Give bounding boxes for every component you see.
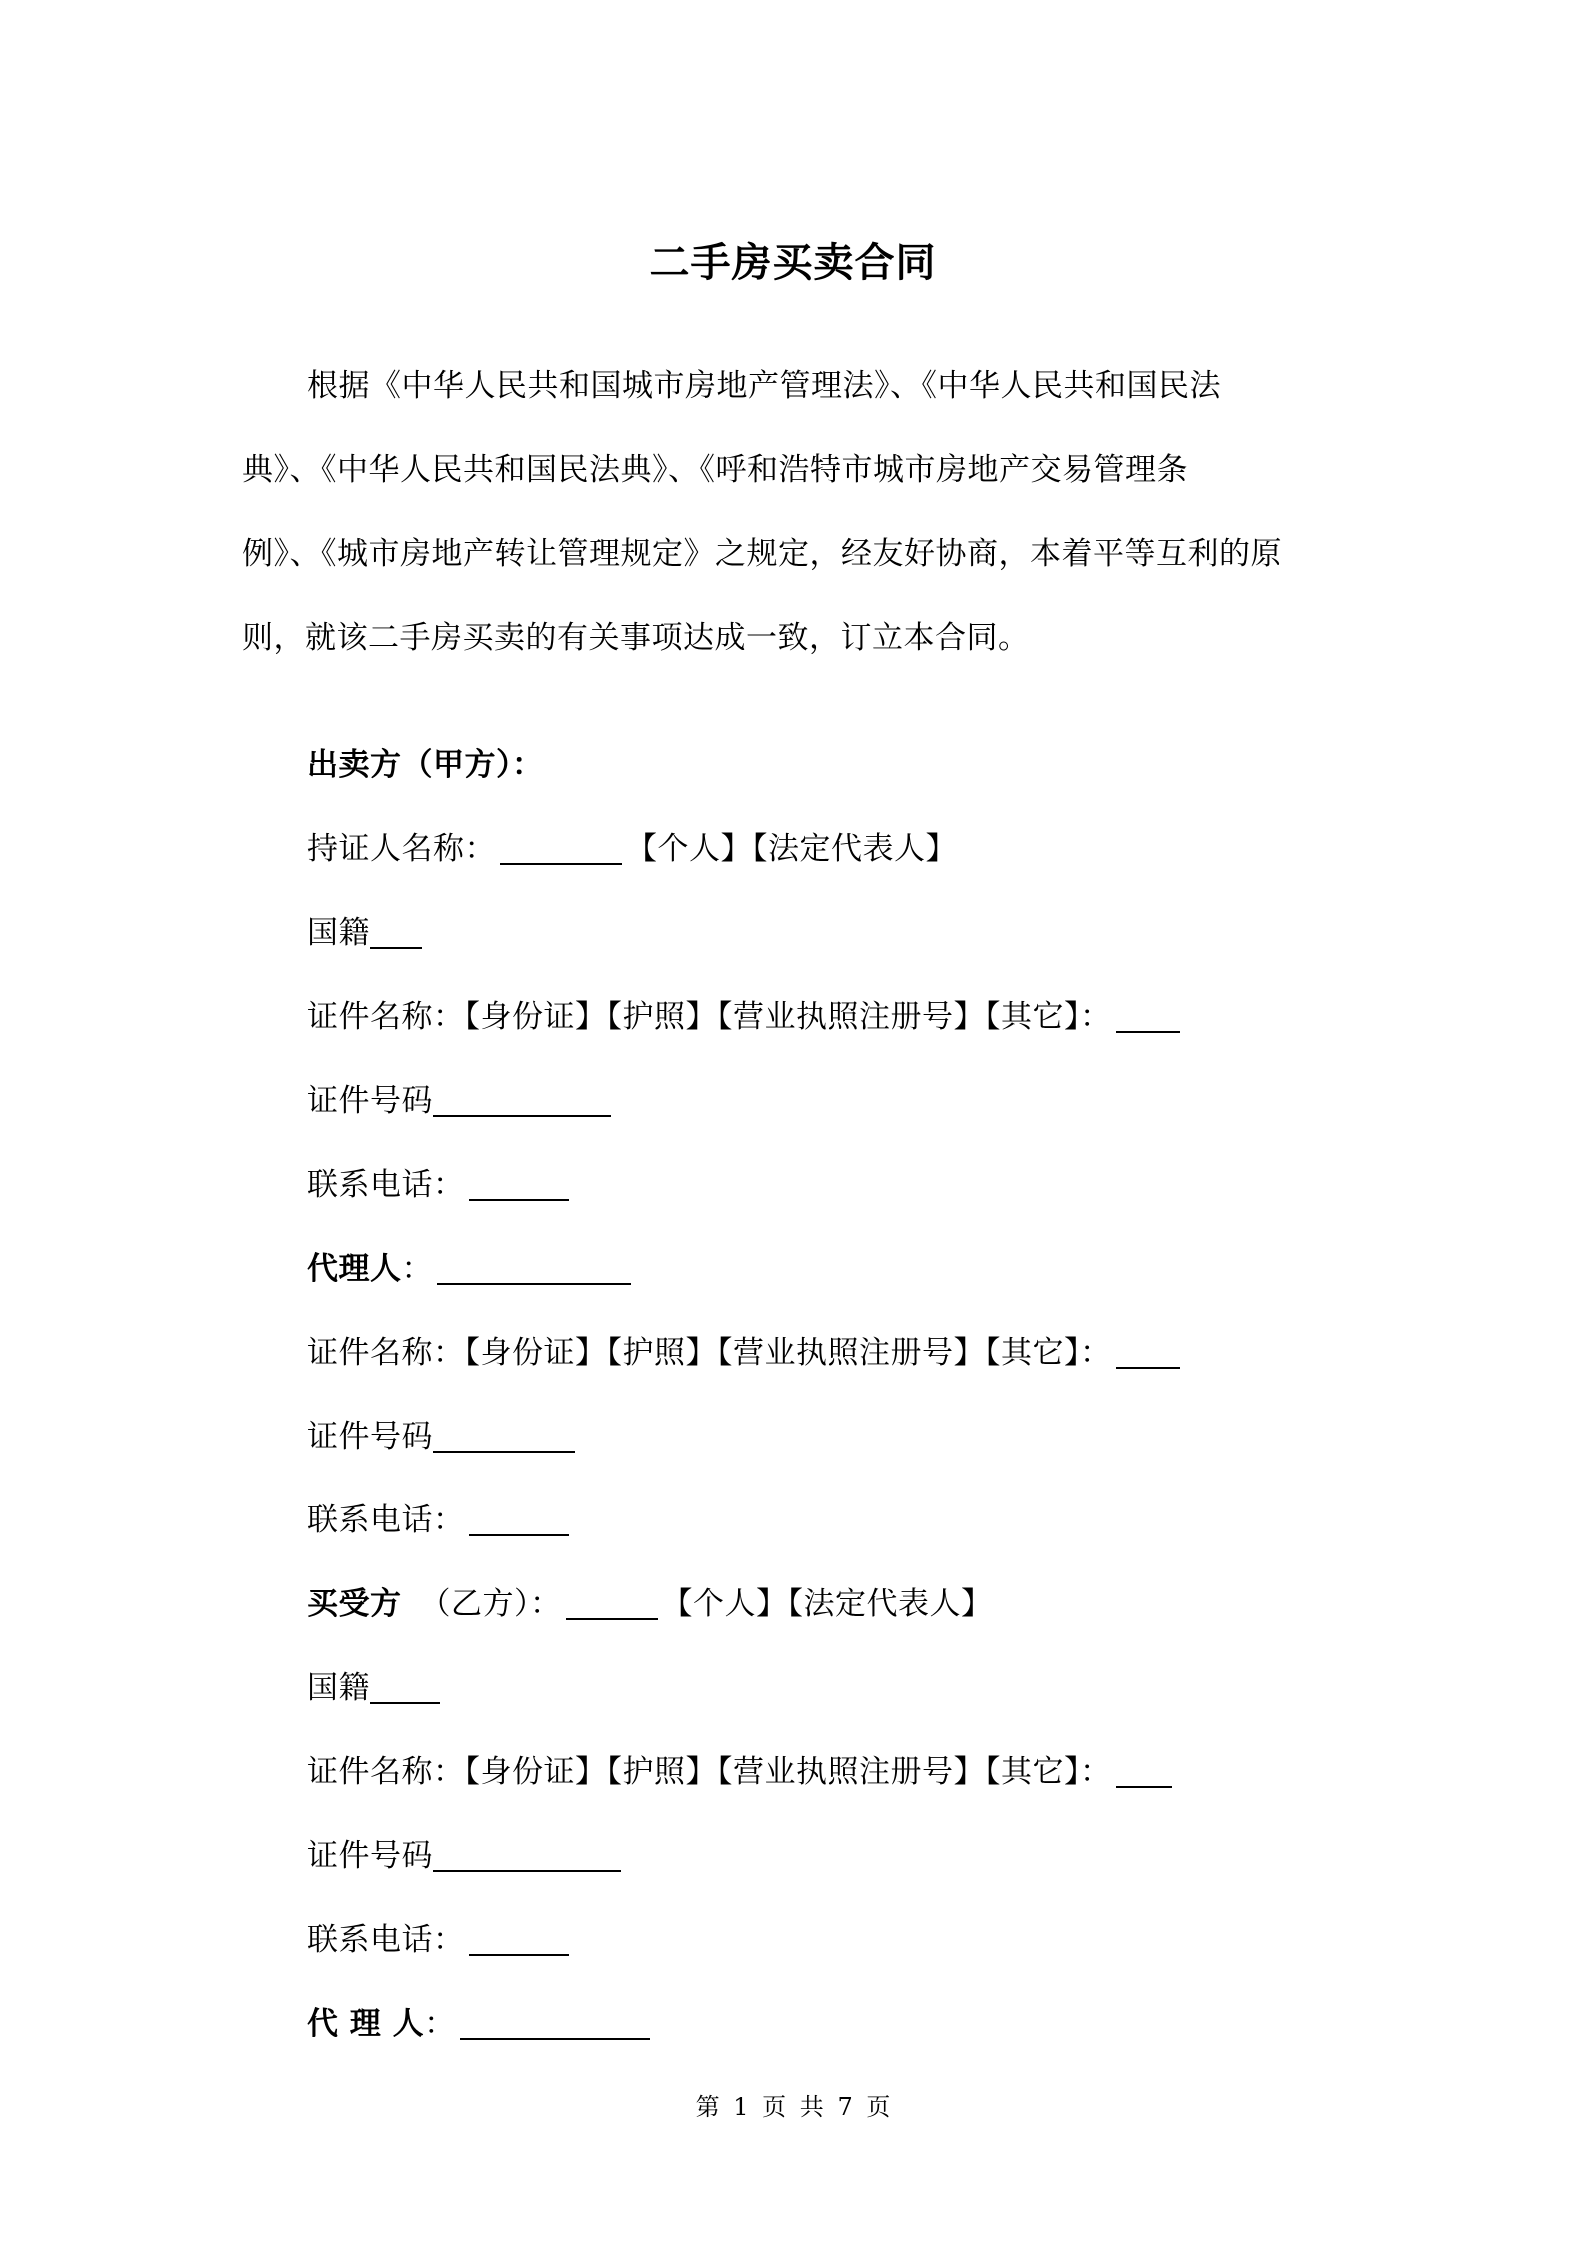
seller-id-type-blank[interactable] <box>1116 1003 1180 1033</box>
preamble-line-2: 典》、《中华人民共和国民法典》、《呼和浩特市城市房地产交易管理条 <box>242 452 1188 488</box>
seller-id-number-blank[interactable] <box>433 1087 611 1117</box>
buyer-options: 【个人】【法定代表人】 <box>661 1586 993 1622</box>
seller-nationality-row <box>307 913 426 953</box>
seller-phone-row <box>307 1165 573 1205</box>
seller-agent-colon: ： <box>401 1251 433 1287</box>
buyer-heading-suffix: （乙方）： <box>419 1586 562 1622</box>
seller-agent-id-number-label: 证件号码 <box>307 1419 433 1455</box>
seller-phone-blank[interactable] <box>469 1171 569 1201</box>
buyer-id-type-blank[interactable] <box>1116 1758 1172 1788</box>
buyer-id-type-label: 证件名称：【身份证】【护照】【营业执照注册号】【其它】： <box>307 1754 1112 1790</box>
buyer-id-number-blank[interactable] <box>433 1842 621 1872</box>
seller-agent-phone-row <box>307 1500 573 1540</box>
buyer-heading: 买受方 <box>307 1586 402 1622</box>
seller-holder-blank[interactable] <box>500 835 622 865</box>
seller-nationality-blank[interactable] <box>370 919 422 949</box>
buyer-phone-row <box>307 1920 573 1960</box>
buyer-nationality-blank[interactable] <box>370 1674 440 1704</box>
seller-agent-id-number-blank[interactable] <box>433 1423 575 1453</box>
seller-agent-id-type-blank[interactable] <box>1116 1339 1180 1369</box>
seller-nationality-label: 国籍 <box>307 915 370 951</box>
seller-agent-id-type-label: 证件名称：【身份证】【护照】【营业执照注册号】【其它】： <box>307 1335 1112 1371</box>
seller-heading: 出卖方（甲方）： <box>307 747 544 783</box>
preamble-line-3: 例》、《城市房地产转让管理规定》之规定，经友好协商，本着平等互利的原 <box>242 536 1282 572</box>
seller-agent-phone-label: 联系电话： <box>307 1502 465 1538</box>
document-title: 二手房买卖合同 <box>649 240 937 286</box>
buyer-id-number-label: 证件号码 <box>307 1838 433 1874</box>
seller-phone-label: 联系电话： <box>307 1167 465 1203</box>
buyer-id-type-row <box>307 1752 1176 1792</box>
seller-id-type-row <box>307 997 1184 1037</box>
seller-holder-label: 持证人名称： <box>307 831 496 867</box>
seller-id-number-label: 证件号码 <box>307 1083 433 1119</box>
buyer-agent-blank[interactable] <box>460 2010 650 2040</box>
seller-holder-row <box>307 829 957 869</box>
buyer-phone-blank[interactable] <box>469 1926 569 1956</box>
buyer-agent-row <box>307 2004 654 2044</box>
seller-id-type-label: 证件名称：【身份证】【护照】【营业执照注册号】【其它】： <box>307 999 1112 1035</box>
buyer-phone-label: 联系电话： <box>307 1922 465 1958</box>
buyer-agent-colon: ： <box>424 2006 456 2042</box>
seller-agent-id-type-row <box>307 1333 1184 1373</box>
buyer-heading-row <box>307 1584 993 1624</box>
seller-id-number-row <box>307 1081 615 1121</box>
buyer-nationality-label: 国籍 <box>307 1670 370 1706</box>
seller-agent-label: 代理人 <box>307 1251 402 1287</box>
seller-agent-phone-blank[interactable] <box>469 1506 569 1536</box>
seller-agent-id-number-row <box>307 1417 579 1457</box>
buyer-id-number-row <box>307 1836 625 1876</box>
seller-agent-blank[interactable] <box>437 1255 631 1285</box>
preamble-line-1: 根据《中华人民共和国城市房地产管理法》、《中华人民共和国民法 <box>307 368 1221 404</box>
page-footer: 第 1 页 共 7 页 <box>695 2093 891 2121</box>
buyer-agent-label: 代 理 人 <box>307 2006 425 2042</box>
seller-holder-options: 【个人】【法定代表人】 <box>626 831 957 867</box>
preamble-line-4: 则，就该二手房买卖的有关事项达成一致，订立本合同。 <box>242 620 1030 656</box>
buyer-nationality-row <box>307 1668 444 1708</box>
buyer-name-blank[interactable] <box>566 1590 658 1620</box>
seller-agent-row <box>307 1249 635 1289</box>
